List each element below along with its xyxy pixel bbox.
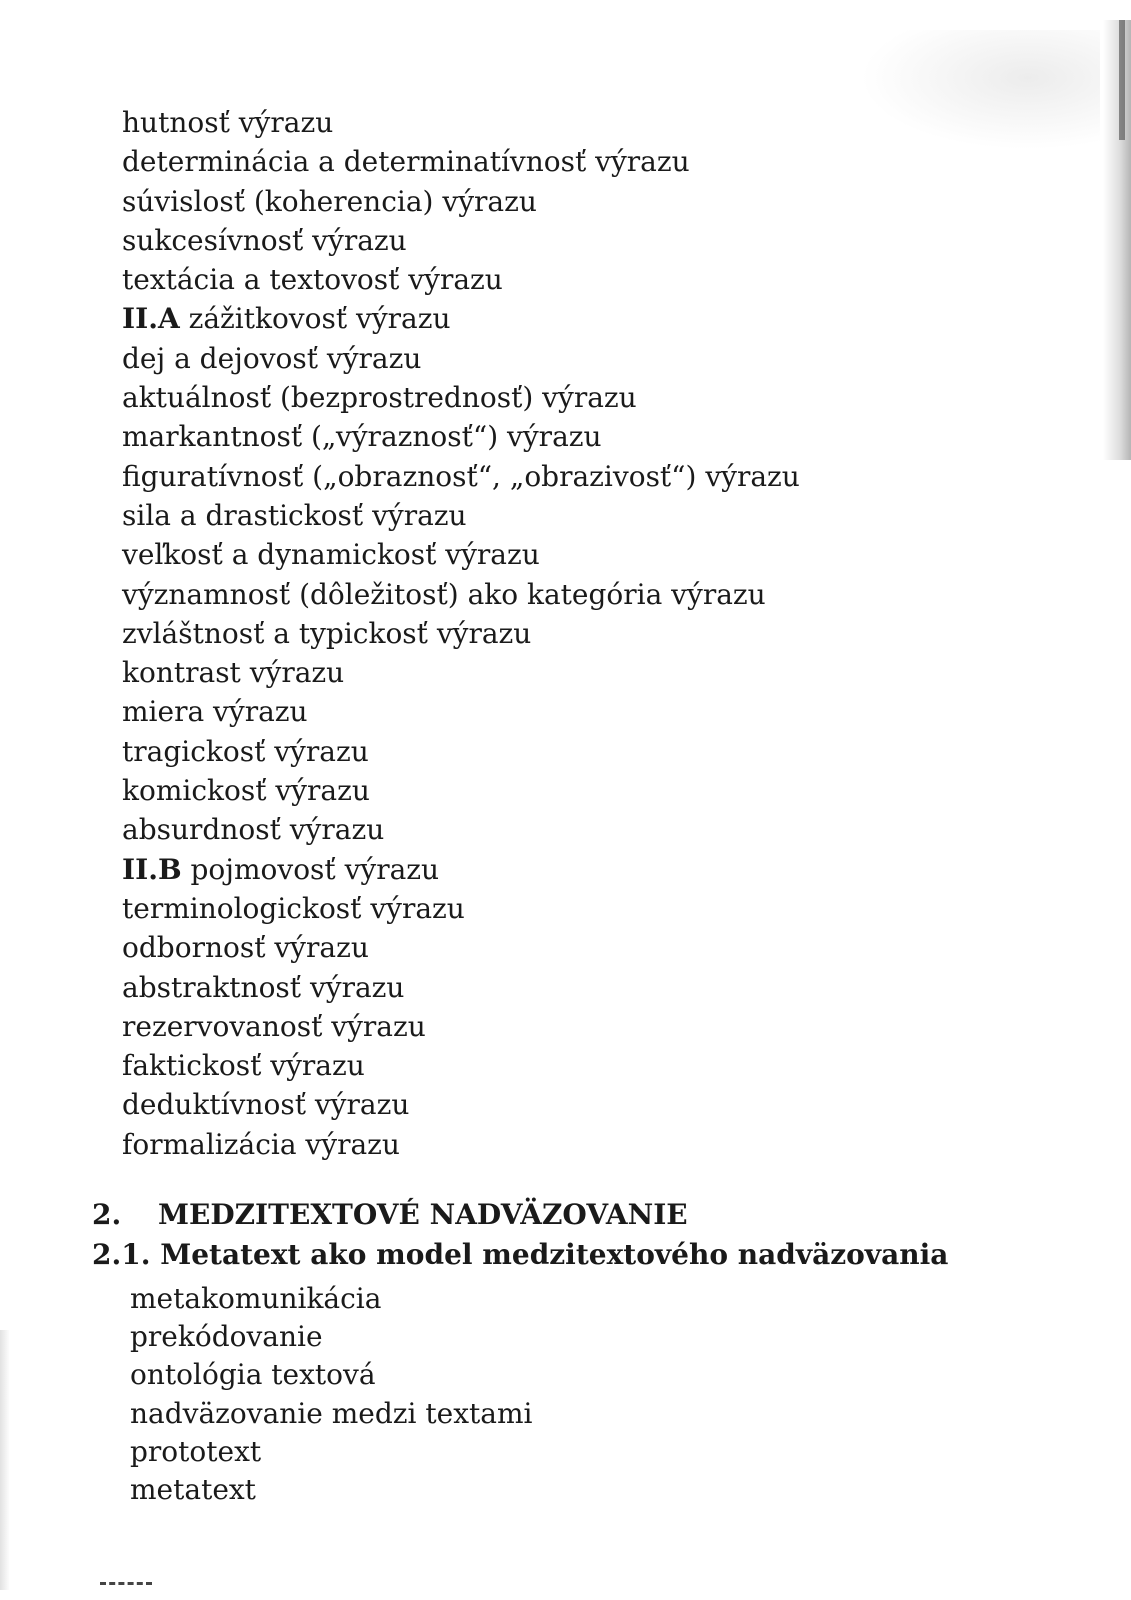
term-item: absurdnosť výrazu <box>122 813 385 847</box>
term-item: tragickosť výrazu <box>122 734 369 768</box>
term-item: terminologickosť výrazu <box>122 891 465 925</box>
subsection-heading: 2.1. Metatext ako model medzitextového nadväzovania <box>92 1238 949 1271</box>
section-number: 2. <box>92 1198 122 1231</box>
term-item: abstraktnosť výrazu <box>122 970 405 1004</box>
subsection-term-item: metakomunikácia <box>130 1282 382 1315</box>
term-item: kontrast výrazu <box>122 656 345 690</box>
scan-edge-mark <box>1119 20 1125 140</box>
subsection-term-item: ontológia textová <box>130 1358 376 1392</box>
scan-edge-shadow <box>1103 20 1131 460</box>
term-item: komickosť výrazu <box>122 774 370 808</box>
term-item: formalizácia výrazu <box>122 1127 400 1161</box>
section-title: MEDZITEXTOVÉ NADVÄZOVANIE <box>158 1198 688 1231</box>
page-footer-mark <box>100 1582 152 1589</box>
term-item: súvislosť (koherencia) výrazu <box>122 184 537 218</box>
subsection-term-item: prekódovanie <box>130 1320 323 1354</box>
section-heading <box>92 1198 688 1231</box>
term-item: deduktívnosť výrazu <box>122 1088 410 1122</box>
term-item: odbornosť výrazu <box>122 931 369 965</box>
scan-smudge <box>860 30 1100 150</box>
term-group-heading: II.A zážitkovosť výrazu <box>122 302 451 336</box>
term-item: miera výrazu <box>122 695 308 729</box>
group-label: II.A <box>122 302 180 336</box>
term-item: rezervovanosť výrazu <box>122 1009 426 1043</box>
term-item: dej a dejovosť výrazu <box>122 341 422 375</box>
term-group-heading: II.B pojmovosť výrazu <box>122 852 440 886</box>
scan-edge-left <box>0 1330 10 1590</box>
term-item: zvláštnosť a typickosť výrazu <box>122 616 532 650</box>
subsection-term-list <box>130 1280 532 1509</box>
term-item: hutnosť výrazu <box>122 106 334 139</box>
term-item: markantnosť („výraznosť“) výrazu <box>122 420 602 454</box>
term-item: figuratívnosť („obraznosť“, „obrazivosť“) výrazu <box>122 459 800 493</box>
term-item: textácia a textovosť výrazu <box>122 263 503 297</box>
term-item: sila a drastickosť výrazu <box>122 498 467 532</box>
term-item: aktuálnosť (bezprostrednosť) výrazu <box>122 381 637 415</box>
term-item: determinácia a determinatívnosť výrazu <box>122 145 690 179</box>
term-item: významnosť (dôležitosť) ako kategória výrazu <box>122 577 766 611</box>
group-label: II.B <box>122 852 182 886</box>
subsection-term-item: metatext <box>130 1472 256 1506</box>
term-list <box>122 103 800 1164</box>
subsection-term-item: prototext <box>130 1434 262 1468</box>
term-item: veľkosť a dynamickosť výrazu <box>122 538 540 572</box>
subsection-term-item: nadväzovanie medzi textami <box>130 1396 533 1430</box>
term-item: sukcesívnosť výrazu <box>122 223 407 257</box>
term-item: faktickosť výrazu <box>122 1049 365 1083</box>
